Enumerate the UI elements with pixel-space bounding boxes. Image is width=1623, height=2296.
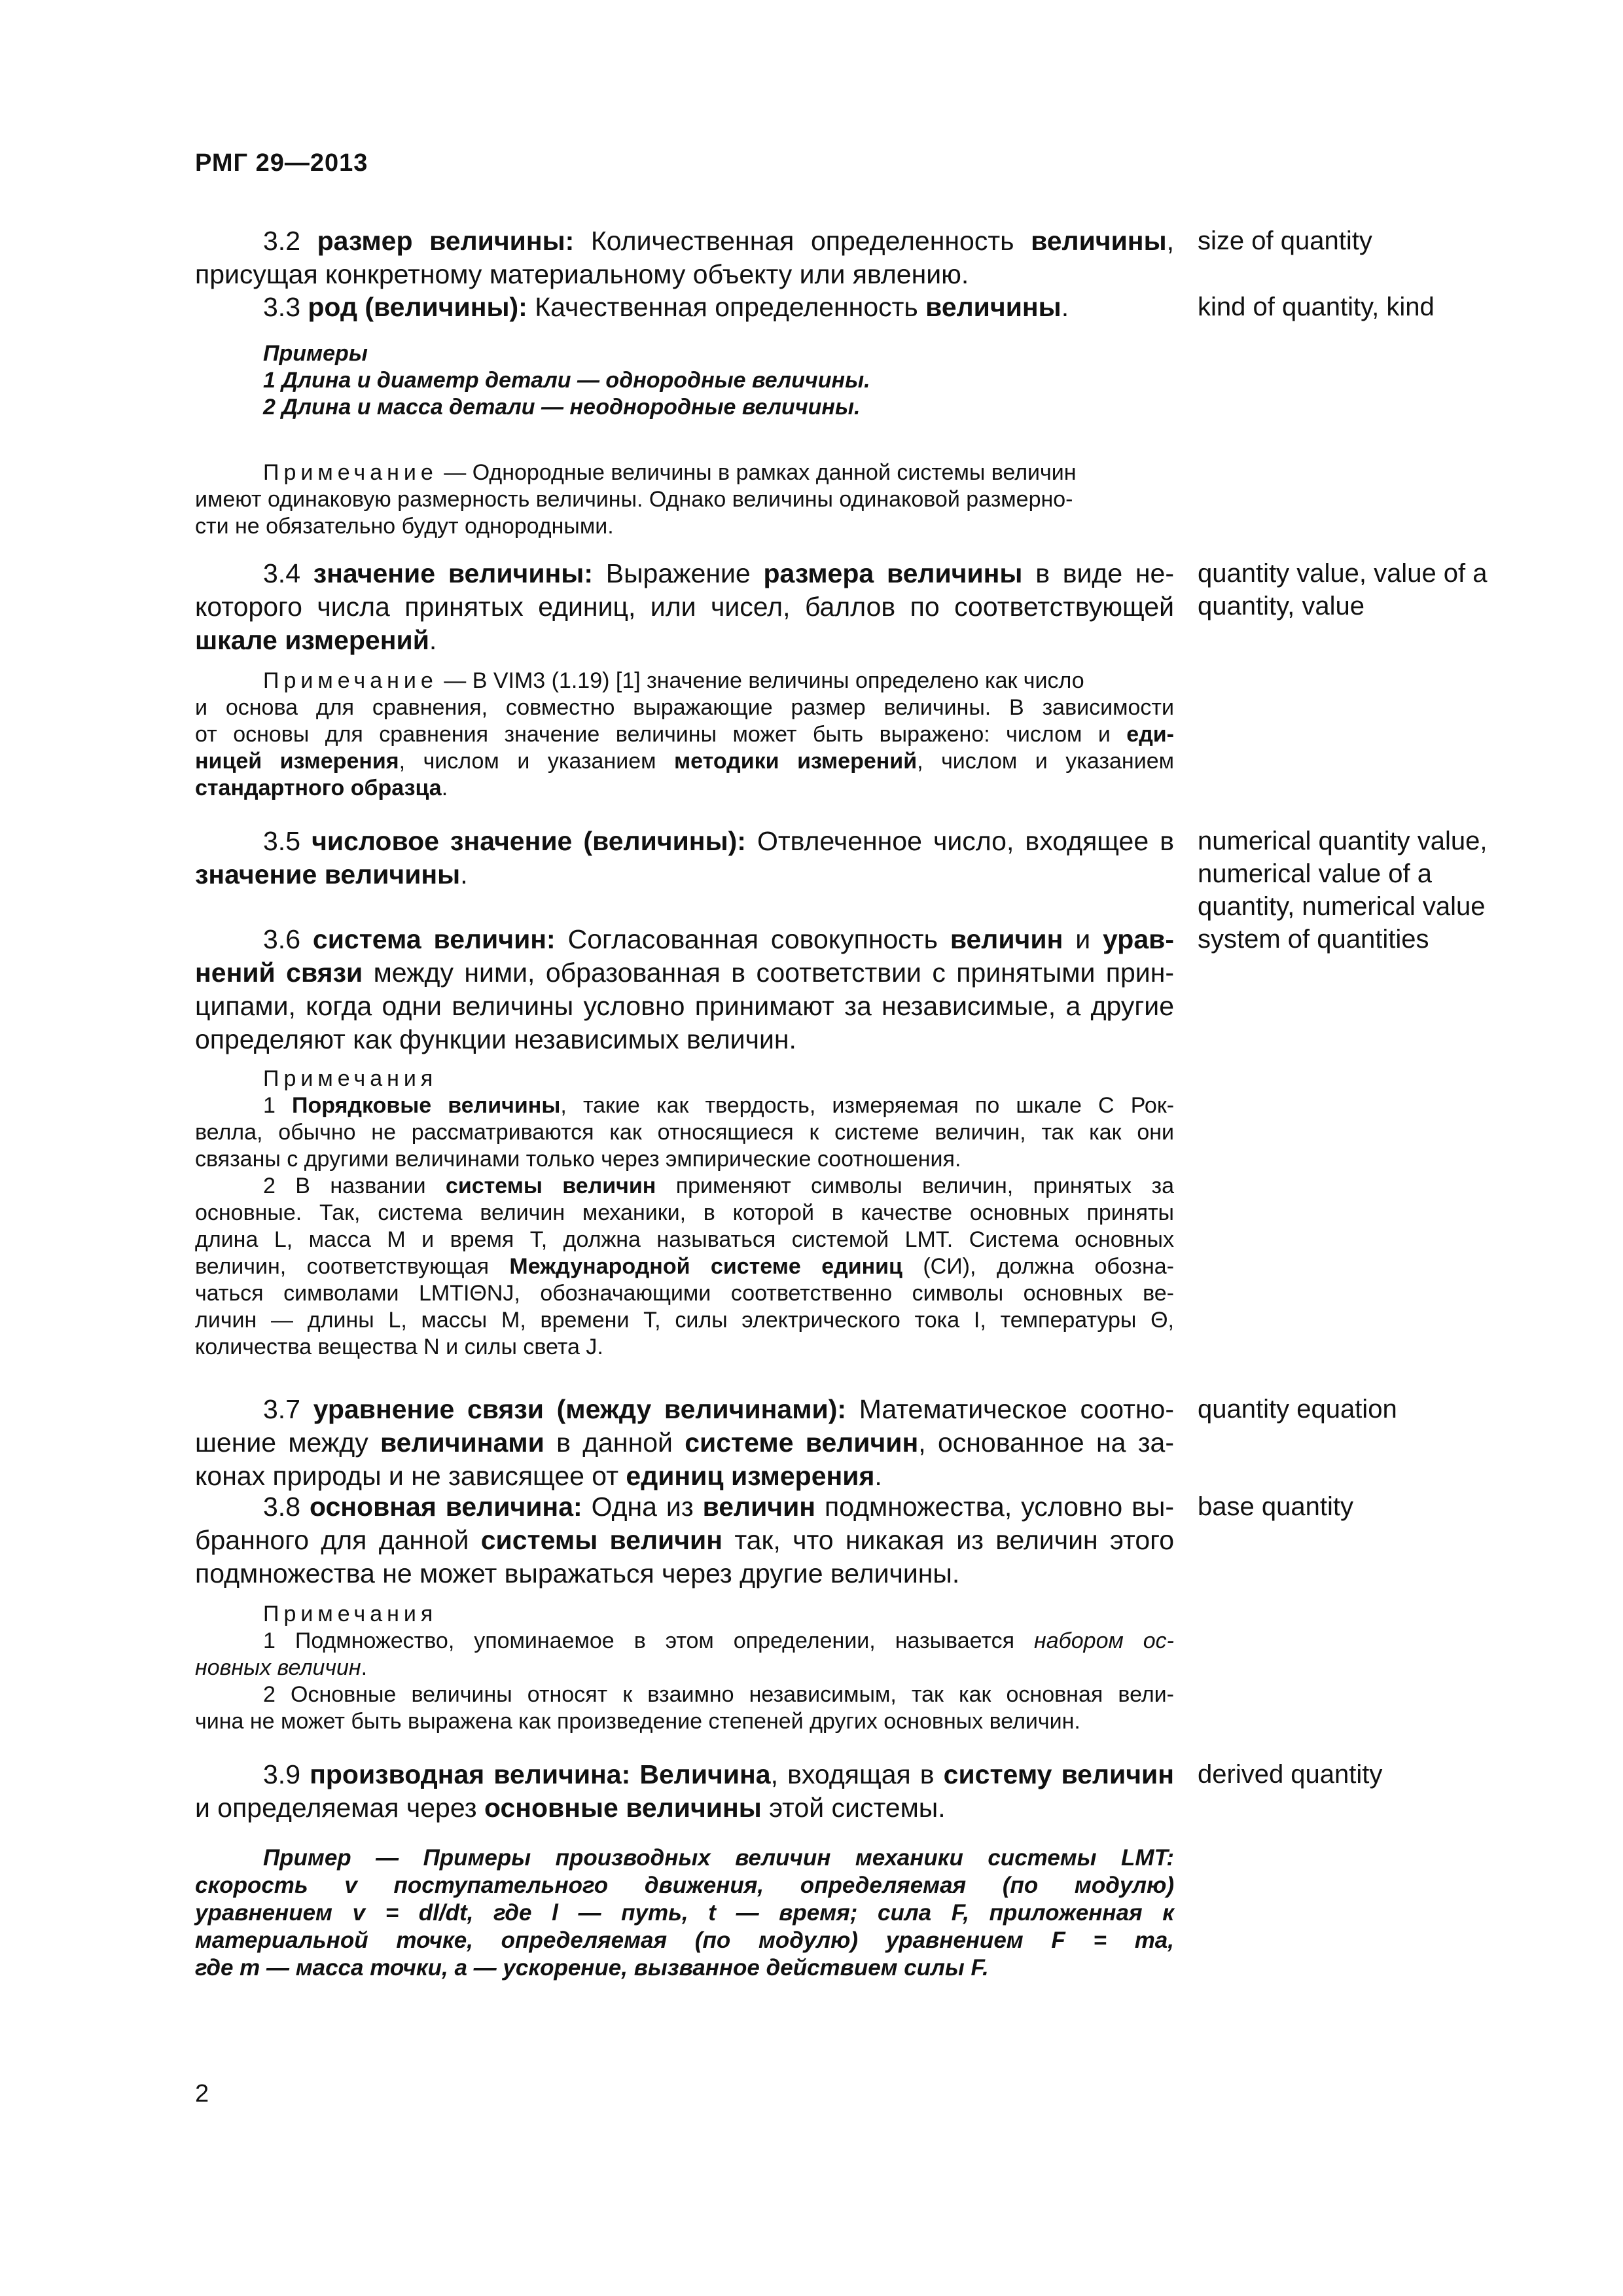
term-3-6-english: system of quantities <box>1198 925 1429 954</box>
term-3-8-english: base quantity <box>1198 1492 1353 1521</box>
term-3-5-english-line1: numerical quantity value, <box>1198 827 1488 855</box>
examples-title: Примеры <box>263 341 368 366</box>
note-2-line1: 2 В названии системы величин применяют символы величин, принятых за <box>263 1174 1174 1198</box>
term-3-7-line2: шение между величинами в данной системе величин, основанное на за- <box>195 1427 1175 1458</box>
term-3-4-english <box>1198 557 1505 622</box>
term-3-6 <box>195 923 1174 1056</box>
note-1-line3: связаны с другими величинами только через эмпирические соотношения. <box>195 1147 961 1172</box>
term-3-9-example <box>195 1844 1174 1982</box>
term-3-4-line2: которого числа принятых единиц, или чисел, баллов по соответствующей <box>195 592 1174 622</box>
term-3-4-english-line1: quantity value, value of a <box>1198 559 1488 588</box>
note-line3: сти не обязательно будут однородными. <box>195 514 614 539</box>
term-3-3-examples <box>195 340 1174 421</box>
term-3-5-english-line3: quantity, numerical value <box>1198 892 1486 921</box>
term-3-7-english: quantity equation <box>1198 1395 1397 1424</box>
term-3-9 <box>195 1758 1174 1825</box>
term-3-5 <box>195 825 1174 891</box>
term-3-3-english: kind of quantity, kind <box>1198 293 1435 321</box>
note-2-line1: 2 Основные величины относят к взаимно независимым, так как основная вели- <box>263 1682 1174 1707</box>
term-3-3-note <box>195 459 1174 540</box>
term-3-5-english <box>1198 825 1505 923</box>
example-line2: скорость v поступательного движения, определяемая (по модулю) <box>195 1873 1174 1898</box>
example-line4: материальной точке, определяемая (по модулю) уравнением F = ma, <box>195 1928 1174 1953</box>
term-3-5-line1: 3.5 числовое значение (величины): Отвлеченное число, входящее в <box>263 826 1175 856</box>
term-3-8-line3: подмножества не может выражаться через другие величины. <box>195 1558 960 1588</box>
term-3-5-line2: значение величины. <box>195 859 468 889</box>
document-code-header: РМГ 29—2013 <box>195 149 368 177</box>
term-3-7-line1: 3.7 уравнение связи (между величинами): Математическое соотно- <box>263 1394 1174 1424</box>
page-number: 2 <box>195 2080 209 2108</box>
term-3-6-line2: нений связи между ними, образованная в соответствии с принятыми прин- <box>195 958 1174 988</box>
note-line3: от основы для сравнения значение величины может быть выражено: числом и еди- <box>195 722 1174 747</box>
note-1-line1: 1 Подмножество, упоминаемое в этом определении, называется набором ос- <box>263 1628 1174 1653</box>
term-3-9-line2: и определяемая через основные величины этой системы. <box>195 1793 946 1823</box>
example-2: 2 Длина и масса детали — неоднородные величины. <box>263 395 861 420</box>
term-3-2 <box>195 224 1174 291</box>
term-3-9-english: derived quantity <box>1198 1760 1383 1789</box>
example-1: 1 Длина и диаметр детали — однородные величины. <box>263 368 870 393</box>
term-3-7 <box>195 1393 1174 1493</box>
note-1-line2: велла, обычно не рассматриваются как относящиеся к системе величин, так как они <box>195 1120 1174 1145</box>
term-3-9-line1: 3.9 производная величина: Величина, входящая в систему величин <box>263 1759 1174 1789</box>
term-3-4-note <box>195 668 1174 802</box>
term-3-8-notes <box>195 1601 1174 1735</box>
term-3-4-line3: шкале измерений. <box>195 625 437 655</box>
note-line1: Примечание — Однородные величины в рамках данной системы величин <box>263 460 1077 485</box>
term-3-2-english: size of quantity <box>1198 226 1372 255</box>
note-2-line2: чина не может быть выражена как произведение степеней других основных величин. <box>195 1709 1080 1734</box>
note-line1: Примечание — В VIM3 (1.19) [1] значение величины определено как число <box>263 668 1084 693</box>
term-3-2-line2: присущая конкретному материальному объекту или явлению. <box>195 259 969 289</box>
example-line5: где m — масса точки, a — ускорение, вызванное действием силы F. <box>195 1955 989 1981</box>
note-line2: имеют одинаковую размерность величины. Однако величины одинаковой размерно- <box>195 487 1073 512</box>
term-3-7-line3: конах природы и не зависящее от единиц измерения. <box>195 1461 882 1491</box>
term-3-3-line1: 3.3 род (величины): Качественная определенность величины. <box>263 292 1069 322</box>
term-3-4 <box>195 557 1174 657</box>
note-2-line2: основные. Так, система величин механики, в которой в качестве основных приняты <box>195 1200 1174 1225</box>
note-line4: ницей измерения, числом и указанием методики измерений, числом и указанием <box>195 749 1174 774</box>
term-3-6-notes <box>195 1066 1174 1361</box>
term-3-4-english-line2: quantity, value <box>1198 592 1364 620</box>
notes-title: Примечания <box>263 1602 438 1626</box>
note-2-line5: чаться символами LMTIΘNJ, обозначающими соответственно символы основных ве- <box>195 1281 1174 1306</box>
note-line5: стандартного образца. <box>195 776 448 800</box>
term-3-8 <box>195 1490 1174 1590</box>
note-2-line4: величин, соответствующая Международной системе единиц (СИ), должна обозна- <box>195 1254 1174 1279</box>
term-3-6-line4: определяют как функции независимых величин. <box>195 1024 796 1054</box>
term-3-6-line1: 3.6 система величин: Согласованная совокупность величин и урав- <box>263 924 1175 954</box>
example-line3: уравнением v = dl/dt, где l — путь, t — время; сила F, приложенная к <box>195 1900 1174 1926</box>
term-3-8-line1: 3.8 основная величина: Одна из величин подмножества, условно вы- <box>263 1492 1175 1522</box>
example-line1: Пример — Примеры производных величин механики системы LMT: <box>263 1845 1174 1871</box>
note-2-line7: количества вещества N и силы света J. <box>195 1335 603 1359</box>
note-2-line3: длина L, масса М и время Т, должна называться системой LMT. Система основных <box>195 1227 1174 1252</box>
term-3-2-line1: 3.2 размер величины: Количественная определенность величины, <box>263 226 1174 256</box>
note-line2: и основа для сравнения, совместно выражающие размер величины. В зависимости <box>195 695 1174 720</box>
term-3-6-line3: ципами, когда одни величины условно принимают за независимые, а другие <box>195 991 1174 1021</box>
note-2-line6: личин — длины L, массы М, времени Т, силы электрического тока I, температуры Θ, <box>195 1308 1174 1333</box>
term-3-4-line1: 3.4 значение величины: Выражение размера величины в виде не- <box>263 558 1175 588</box>
note-1-line1: 1 Порядковые величины, такие как твердость, измеряемая по шкале С Рок- <box>263 1093 1175 1118</box>
term-3-3 <box>195 291 1174 324</box>
term-3-5-english-line2: numerical value of a <box>1198 859 1432 888</box>
notes-title: Примечания <box>263 1066 438 1091</box>
term-3-8-line2: бранного для данной системы величин так, что никакая из величин этого <box>195 1525 1175 1555</box>
note-1-line2: новных величин. <box>195 1655 368 1680</box>
